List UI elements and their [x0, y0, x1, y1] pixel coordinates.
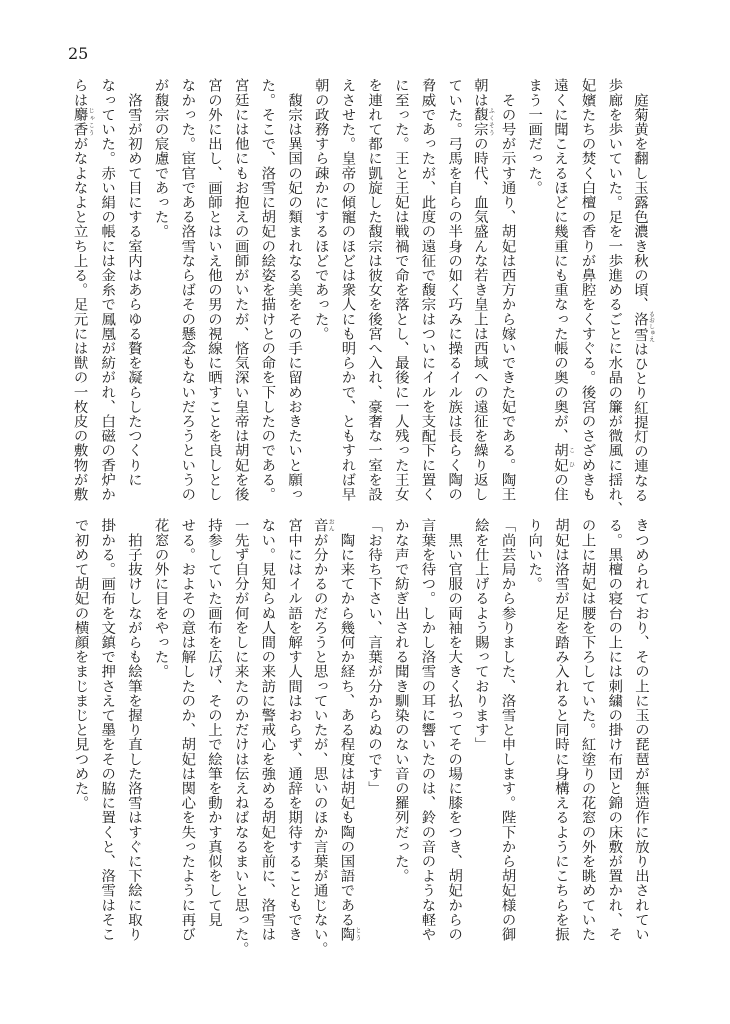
text-line: 掛かる。画布を文鎮で押さえて墨をその脇に置くと、洛雪はそこ: [99, 518, 116, 942]
text-line: 馥宗は異国の妃の類まれなる美をその手に留めおきたいと願っ: [286, 78, 303, 502]
ruby-annotation: 音 おん: [311, 518, 335, 533]
text-line: 妃嬪たちの焚く白檀の香りが鼻腔をくすぐる。後宮のさざめきも: [579, 78, 596, 502]
text-line: らは麝香 じゃこうがなよなよと立ち上る。足元には獣の一枚皮の敷物が敷: [71, 78, 95, 502]
text-line: で初めて胡妃の横顔をまじまじと見つめた。: [72, 518, 89, 810]
text-line: 朝は馥宗 ふくそうの時代、血気盛んな若き皇上は西域への遠征を繰り返し: [471, 78, 495, 502]
text-block-lower: [66, 518, 654, 1008]
text-line: せる。およその意は解したのか、胡妃は関心を失ったように再び: [179, 518, 196, 942]
text-line: 絵を仕上げるよう賜っております」: [472, 518, 489, 752]
text-line: 朝の政務すら疎かにするほどであった。: [312, 78, 329, 341]
text-line: その号が示す通り、胡妃は西方から嫁いできた妃である。陶王: [499, 78, 516, 502]
page-number: 25: [68, 44, 89, 63]
ruby-annotation: 陶 とう: [338, 926, 361, 942]
text-line: 遠くに聞こえるほどに幾重にも重なった帳の奥の奥が、胡妃 こひの住: [551, 78, 575, 502]
text-line: を連れて都に凱旋した馥宗は彼女を後宮へ入れ、豪奢な一室を設: [366, 78, 383, 502]
text-line: 言葉を待つ。しかし洛雪の耳に響いたのは、鈴の音のような軽や: [419, 518, 436, 942]
text-line: ない。見知らぬ人間の来訪に警戒心を強める胡妃を前に、洛雪は: [259, 518, 276, 942]
text-line: 宮の外に出し、画師とはいえ他の男の視線に晒すことを良しとし: [206, 78, 222, 502]
text-line: えさせた。皇帝の傾寵のほどは衆人にも明らかで、ともすれば早: [339, 78, 356, 502]
text-line: り向いた。: [526, 518, 543, 591]
text-block-upper: [66, 78, 655, 516]
text-line: た。そこで、洛雪に胡妃の絵姿を描けとの命を下したのである。: [259, 78, 276, 502]
text-line: 脅威であったが、此度の遠征で馥宗はついにイルを支配下に置く: [419, 78, 436, 502]
text-line: 花窓の外に目をやった。: [152, 518, 169, 679]
ruby-annotation: 麝香 じゃこう: [71, 107, 95, 137]
text-line: 黒い官服の両袖を大きく払ってその場に膝をつき、胡妃からの: [446, 518, 463, 942]
text-line: 音 おんが分かるのだろうと思っていたが、思いのほか言葉が通じない。: [311, 518, 335, 957]
ruby-annotation: 胡妃 こひ: [551, 443, 575, 473]
text-line: の上に胡妃は腰を下ろしていた。紅塗りの花窓の外を眺めていた: [579, 518, 596, 942]
text-line: きつめられており、その上に玉の琵琶が無造作に放り出されてい: [633, 518, 649, 942]
text-line: 「お待ち下さい、言葉が分からぬのです」: [366, 518, 383, 796]
text-line: 宮廷には他にもお抱えの画師がいたが、悋気深い皇帝は胡妃を後: [232, 78, 249, 502]
text-line: 拍子抜けしながらも絵筆を握り直した洛雪はすぐに下絵に取り: [125, 518, 142, 942]
text-line: ていた。弓馬を自らの半身の如く巧みに操るイル族は長らく陶の: [446, 78, 463, 502]
text-line: に至った。王と王妃は戦禍で命を落とし、最後に一人残った王女: [392, 78, 409, 502]
text-line: 宮中にはイル語を解す人間はおらず、通辞を期待することもでき: [286, 518, 303, 942]
ruby-annotation: 洛雪 るおしゅえ: [632, 311, 655, 343]
text-line: かな声で紡ぎ出される聞き馴染のない音の羅列だった。: [392, 518, 409, 883]
text-line: 陶に来てから幾何か経ち、ある程度は胡妃も陶の国語である陶 とう: [338, 518, 361, 942]
text-line: が馥宗の宸慮であった。: [152, 78, 169, 239]
text-line: 庭菊黄を翻し玉露色濃き秋の頃、洛雪 るおしゅえはひとり紅提灯の連なる: [632, 78, 655, 503]
text-line: 持参していた画布を広げ、その上で絵筆を動かす真似をして見: [206, 518, 222, 927]
text-line: なっていた。赤い絹の帳には金糸で鳳凰が紡がれ、白磁の香炉か: [99, 78, 116, 502]
text-line: 「尚芸局から参りました、洛雪と申します。陛下から胡妃様の御: [499, 518, 516, 942]
text-line: なかった。宦官である洛雪ならばその懸念もないだろうというの: [179, 78, 196, 502]
ruby-annotation: 馥宗 ふくそう: [471, 107, 495, 137]
text-line: まう一画だった。: [526, 78, 543, 195]
text-line: る。黒檀の寝台の上には刺繍の掛け布団と錦の床敷が置かれ、そ: [606, 518, 623, 942]
text-line: 歩廊を歩いていた。足を一歩進めるごとに水晶の簾が微風に揺れ、: [606, 78, 623, 516]
text-line: 洛雪が初めて目にする室内はあらゆる贅を凝らしたつくりに: [125, 78, 142, 487]
text-line: 一先ず自分が何をしに来たのかだけは伝えねばなるまいと思った。: [232, 518, 249, 956]
text-line: 胡妃は洛雪が足を踏み入れると同時に身構えるようにこちらを振: [552, 518, 569, 942]
